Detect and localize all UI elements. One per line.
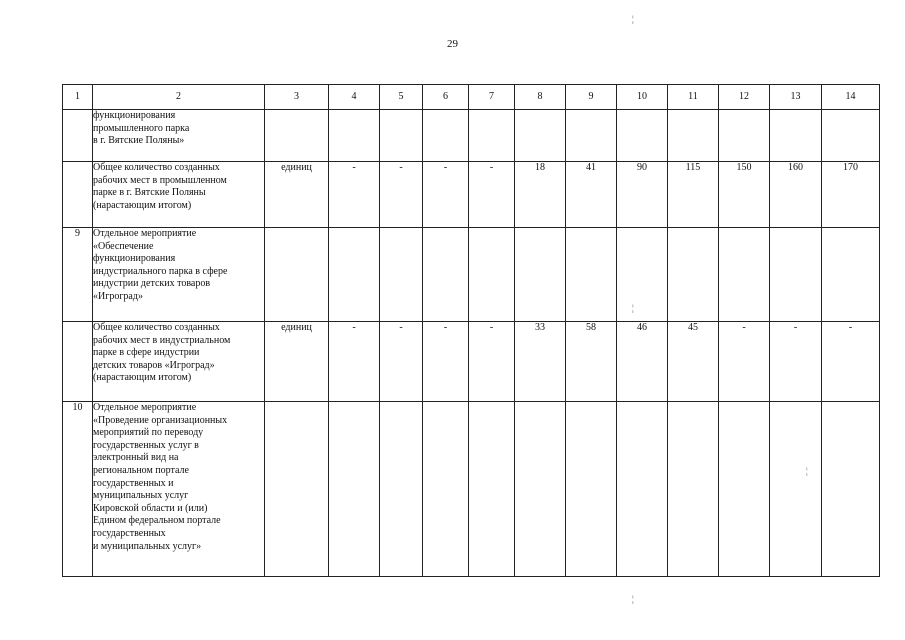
value-cell: - bbox=[770, 322, 822, 402]
value-cell bbox=[719, 402, 770, 577]
header-cell: 5 bbox=[380, 85, 423, 110]
description-line: Отдельное мероприятие bbox=[93, 402, 197, 413]
page-number: 29 bbox=[447, 38, 458, 50]
unit-cell bbox=[265, 228, 329, 322]
value-cell bbox=[469, 402, 515, 577]
row-description bbox=[93, 402, 265, 577]
description-line: Едином федеральном портале bbox=[93, 515, 221, 527]
description-line: детских товаров «Игроград» bbox=[93, 359, 215, 371]
value-cell: - bbox=[469, 162, 515, 228]
description-line: функционирования bbox=[93, 110, 176, 121]
value-cell: - bbox=[822, 322, 880, 402]
description-line: промышленного парка bbox=[93, 122, 190, 134]
description-line: Общее количество созданных bbox=[93, 322, 220, 333]
value-cell bbox=[566, 110, 617, 162]
row-description bbox=[93, 110, 265, 162]
description-line: государственных услуг в bbox=[93, 439, 199, 451]
description-line: рабочих мест в промышленном bbox=[93, 174, 227, 186]
row-number: 10 bbox=[63, 402, 93, 577]
scan-mark: ¦ bbox=[632, 594, 634, 604]
value-cell: - bbox=[423, 162, 469, 228]
table-row bbox=[63, 228, 880, 322]
description-line: Кировской области и (или) bbox=[93, 502, 208, 514]
value-cell: 150 bbox=[719, 162, 770, 228]
row-number bbox=[63, 322, 93, 402]
value-cell bbox=[329, 110, 380, 162]
description-line: (нарастающим итогом) bbox=[93, 372, 192, 384]
value-cell: 170 bbox=[822, 162, 880, 228]
value-cell bbox=[469, 110, 515, 162]
table-row bbox=[63, 110, 880, 162]
value-cell bbox=[770, 228, 822, 322]
value-cell bbox=[617, 228, 668, 322]
unit-cell bbox=[265, 402, 329, 577]
value-cell: 115 bbox=[668, 162, 719, 228]
description-line: региональном портале bbox=[93, 464, 189, 476]
value-cell: - bbox=[469, 322, 515, 402]
value-cell bbox=[423, 402, 469, 577]
row-number: 9 bbox=[63, 228, 93, 322]
value-cell bbox=[668, 228, 719, 322]
description-line: государственных и bbox=[93, 477, 174, 489]
value-cell: 160 bbox=[770, 162, 822, 228]
value-cell bbox=[380, 110, 423, 162]
description-line: электронный вид на bbox=[93, 452, 179, 464]
header-cell: 1 bbox=[63, 85, 93, 110]
value-cell bbox=[822, 228, 880, 322]
header-cell: 13 bbox=[770, 85, 822, 110]
unit-cell: единиц bbox=[265, 162, 329, 228]
description-line: (нарастающим итогом) bbox=[93, 199, 192, 211]
description-line: мероприятий по переводу bbox=[93, 427, 204, 439]
header-cell: 8 bbox=[515, 85, 566, 110]
header-cell: 11 bbox=[668, 85, 719, 110]
header-cell: 6 bbox=[423, 85, 469, 110]
value-cell bbox=[329, 402, 380, 577]
value-cell bbox=[719, 228, 770, 322]
header-cell: 7 bbox=[469, 85, 515, 110]
row-description bbox=[93, 228, 265, 322]
value-cell bbox=[515, 228, 566, 322]
unit-cell bbox=[265, 110, 329, 162]
value-cell: 18 bbox=[515, 162, 566, 228]
table-row bbox=[63, 322, 880, 402]
value-cell: - bbox=[719, 322, 770, 402]
description-line: в г. Вятские Поляны» bbox=[93, 135, 185, 147]
header-cell: 10 bbox=[617, 85, 668, 110]
description-line: «Проведение организационных bbox=[93, 414, 228, 426]
value-cell bbox=[719, 110, 770, 162]
description-line: Общее количество созданных bbox=[93, 162, 220, 173]
scan-mark: ¦ bbox=[632, 303, 634, 313]
description-line: Отдельное мероприятие bbox=[93, 228, 197, 239]
value-cell bbox=[822, 402, 880, 577]
description-line: функционирования bbox=[93, 253, 176, 265]
description-line: парке в г. Вятские Поляны bbox=[93, 187, 206, 199]
value-cell: - bbox=[423, 322, 469, 402]
table-row bbox=[63, 402, 880, 577]
description-line: индустрии детских товаров bbox=[93, 278, 211, 290]
value-cell: 41 bbox=[566, 162, 617, 228]
row-description bbox=[93, 162, 265, 228]
description-line: и муниципальных услуг» bbox=[93, 540, 202, 552]
header-row bbox=[63, 85, 880, 110]
value-cell bbox=[770, 402, 822, 577]
value-cell bbox=[380, 402, 423, 577]
value-cell bbox=[770, 110, 822, 162]
header-cell: 3 bbox=[265, 85, 329, 110]
value-cell: - bbox=[329, 322, 380, 402]
scan-mark: ¦ bbox=[632, 14, 634, 24]
description-line: рабочих мест в индустриальном bbox=[93, 334, 231, 346]
value-cell: 90 bbox=[617, 162, 668, 228]
value-cell bbox=[423, 228, 469, 322]
value-cell bbox=[515, 110, 566, 162]
value-cell bbox=[617, 402, 668, 577]
header-cell: 9 bbox=[566, 85, 617, 110]
value-cell bbox=[822, 110, 880, 162]
value-cell: 33 bbox=[515, 322, 566, 402]
value-cell: - bbox=[380, 322, 423, 402]
value-cell: - bbox=[329, 162, 380, 228]
header-cell: 2 bbox=[93, 85, 265, 110]
header-cell: 4 bbox=[329, 85, 380, 110]
value-cell bbox=[617, 110, 668, 162]
value-cell bbox=[566, 228, 617, 322]
value-cell: 45 bbox=[668, 322, 719, 402]
value-cell bbox=[380, 228, 423, 322]
description-line: «Обеспечение bbox=[93, 240, 154, 252]
description-line: муниципальных услуг bbox=[93, 490, 189, 502]
value-cell bbox=[515, 402, 566, 577]
value-cell bbox=[566, 402, 617, 577]
value-cell bbox=[668, 110, 719, 162]
unit-cell: единиц bbox=[265, 322, 329, 402]
scan-mark: ¦ bbox=[806, 466, 808, 476]
value-cell bbox=[329, 228, 380, 322]
table-row bbox=[63, 162, 880, 228]
description-line: государственных bbox=[93, 527, 166, 539]
value-cell bbox=[423, 110, 469, 162]
value-cell bbox=[668, 402, 719, 577]
description-line: парке в сфере индустрии bbox=[93, 347, 200, 359]
row-number bbox=[63, 110, 93, 162]
description-line: индустриального парка в сфере bbox=[93, 265, 228, 277]
row-number bbox=[63, 162, 93, 228]
value-cell: - bbox=[380, 162, 423, 228]
description-line: «Игроград» bbox=[93, 290, 143, 302]
value-cell: 58 bbox=[566, 322, 617, 402]
data-table bbox=[62, 84, 880, 577]
row-description bbox=[93, 322, 265, 402]
header-cell: 12 bbox=[719, 85, 770, 110]
header-cell: 14 bbox=[822, 85, 880, 110]
value-cell bbox=[469, 228, 515, 322]
value-cell: 46 bbox=[617, 322, 668, 402]
